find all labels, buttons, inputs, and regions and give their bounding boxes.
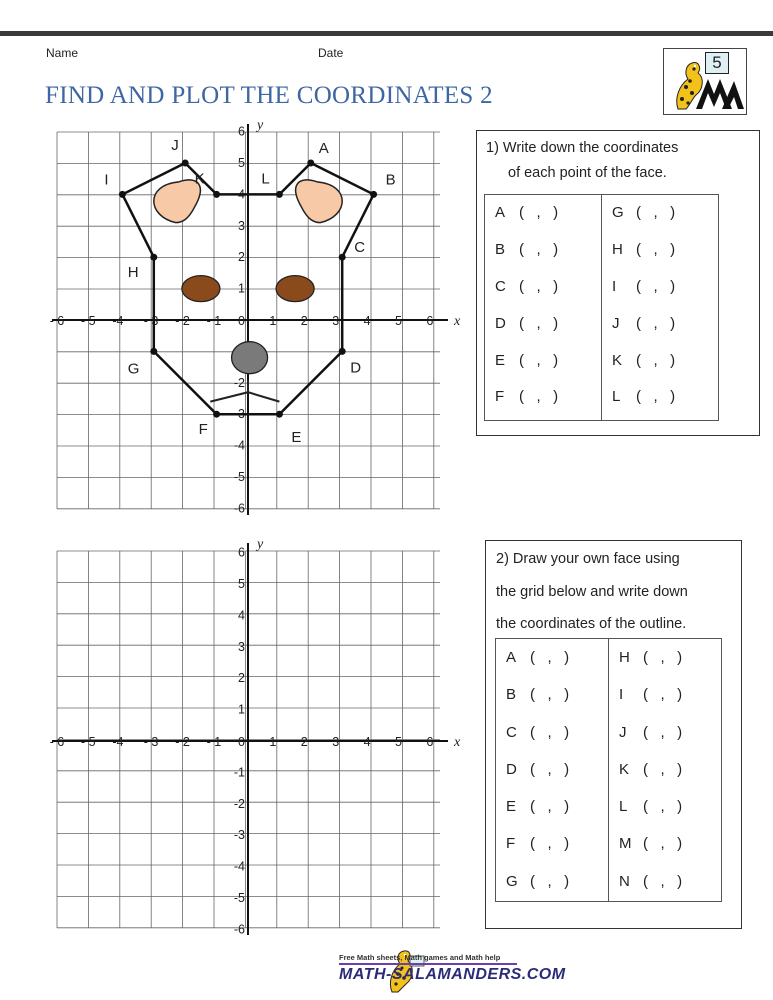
- point-label-d: D: [350, 359, 362, 377]
- x-tick-label: 6: [426, 314, 434, 328]
- answer-column-right: [602, 195, 719, 421]
- coordinate-blank: ( , ): [519, 314, 559, 332]
- question-2-line-2: the grid below and write down: [496, 583, 688, 600]
- coordinate-blank: ( , ): [530, 686, 570, 704]
- x-tick-label: 6: [426, 735, 434, 749]
- coordinate-blank: ( , ): [530, 723, 570, 741]
- point-label: K: [619, 760, 630, 778]
- answer-row[interactable]: [619, 639, 711, 676]
- x-tick-label: 2: [300, 314, 308, 328]
- point-label: B: [495, 240, 506, 258]
- x-tick-label: 0: [238, 314, 245, 328]
- footer-site-name: MATH-SALAMANDERS.COM: [339, 966, 566, 983]
- coordinate-blank: ( , ): [636, 388, 676, 406]
- answer-table-2: [495, 638, 722, 902]
- answer-column-left: [496, 639, 609, 902]
- y-tick-label: 6: [238, 124, 245, 139]
- point-label: I: [612, 277, 617, 295]
- question-2-line-1: 2) Draw your own face using: [496, 551, 680, 567]
- footer-tagline: Free Math sheets, Math games and Math help: [339, 953, 501, 962]
- answer-row[interactable]: [495, 379, 591, 416]
- point-label: J: [619, 723, 627, 741]
- point-label: K: [612, 351, 623, 369]
- point-label: A: [506, 649, 517, 666]
- y-tick-label: -3: [233, 407, 245, 422]
- y-tick-label: -5: [233, 470, 245, 484]
- y-tick-label: 2: [238, 250, 245, 265]
- coordinate-blank: ( , ): [530, 835, 570, 853]
- x-tick-label: - 5: [81, 735, 96, 749]
- point-label: H: [612, 240, 623, 258]
- point-label: E: [506, 798, 517, 816]
- point-label: A: [495, 204, 506, 221]
- coordinate-blank: ( , ): [530, 760, 570, 778]
- x-tick-label: - 6: [49, 735, 65, 749]
- point-label: F: [506, 835, 516, 853]
- coordinate-blank: ( , ): [519, 204, 559, 221]
- answer-row[interactable]: [619, 863, 711, 900]
- y-tick-label: -5: [233, 891, 245, 905]
- x-tick-label: 5: [395, 314, 402, 328]
- x-axis-label: x: [454, 314, 461, 329]
- coordinate-blank: ( , ): [643, 649, 683, 666]
- answer-row[interactable]: [506, 825, 598, 862]
- coordinate-blank: ( , ): [643, 760, 683, 778]
- answer-row[interactable]: [612, 306, 708, 343]
- answer-table-1: [484, 194, 719, 421]
- name-label: Name: [46, 46, 79, 60]
- point-label: G: [612, 204, 624, 221]
- point-label: I: [619, 686, 624, 704]
- x-tick-label: - 2: [175, 735, 190, 749]
- point-label-e: E: [291, 429, 302, 447]
- answer-row[interactable]: [612, 195, 708, 232]
- y-tick-label: 3: [238, 218, 245, 233]
- y-tick-label: -4: [233, 438, 245, 453]
- point-label: M: [619, 835, 632, 853]
- y-tick-label: 4: [238, 608, 245, 623]
- point-label: C: [495, 277, 506, 295]
- coordinate-blank: ( , ): [636, 204, 676, 221]
- x-tick-label: 3: [332, 314, 340, 328]
- page-title: FIND AND PLOT THE COORDINATES 2: [45, 82, 493, 109]
- coordinate-blank: ( , ): [636, 351, 676, 369]
- point-label: L: [619, 798, 628, 816]
- point-label: F: [495, 388, 505, 406]
- answer-row[interactable]: [619, 714, 711, 751]
- coordinate-blank: ( , ): [530, 872, 570, 890]
- answer-row[interactable]: [506, 676, 598, 713]
- y-tick-label: -6: [233, 922, 245, 937]
- point-label: D: [506, 760, 517, 778]
- x-tick-label: -4: [112, 735, 124, 749]
- answer-row[interactable]: [495, 343, 591, 380]
- x-tick-label: - 2: [175, 314, 190, 328]
- answer-row[interactable]: [619, 676, 711, 713]
- answer-row[interactable]: [506, 788, 598, 825]
- point-label: L: [612, 388, 621, 406]
- question-1-line-2: of each point of the face.: [508, 165, 667, 181]
- coordinate-blank: ( , ): [530, 798, 570, 816]
- y-tick-label: -1: [233, 765, 245, 780]
- y-tick-label: 1: [238, 281, 245, 296]
- x-tick-label: 4: [363, 314, 371, 328]
- point-label-k: K: [194, 170, 205, 188]
- coordinate-blank: ( , ): [636, 240, 676, 258]
- point-label: C: [506, 723, 517, 741]
- point-label: E: [495, 351, 506, 369]
- x-tick-label: - 3: [143, 314, 159, 328]
- y-tick-label: -4: [233, 859, 245, 874]
- coordinate-blank: ( , ): [643, 835, 683, 853]
- point-label-f: F: [198, 421, 208, 439]
- coordinate-blank: ( , ): [530, 649, 570, 666]
- point-label: N: [619, 872, 630, 890]
- coordinate-blank: ( , ): [636, 277, 676, 295]
- answer-column-right: [609, 639, 722, 902]
- x-tick-label: -4: [112, 314, 124, 328]
- y-tick-label: 4: [238, 187, 245, 202]
- answer-row[interactable]: [495, 306, 591, 343]
- point-label: H: [619, 649, 630, 666]
- answer-row[interactable]: [506, 714, 598, 751]
- x-tick-label: 2: [300, 735, 308, 749]
- y-tick-label: 5: [238, 577, 245, 591]
- y-tick-label: -2: [233, 796, 245, 811]
- answer-row[interactable]: [506, 863, 598, 900]
- y-tick-label: 2: [238, 671, 245, 686]
- y-tick-label: -2: [233, 375, 245, 390]
- question-1-instructions: [486, 136, 754, 186]
- answer-row[interactable]: [619, 788, 711, 825]
- question-2-line-3: the coordinates of the outline.: [496, 616, 687, 632]
- y-axis-label: y: [257, 537, 264, 552]
- y-tick-label: -3: [233, 828, 245, 843]
- x-tick-label: - 6: [49, 314, 65, 328]
- y-tick-label: 3: [238, 639, 245, 654]
- y-axis-label: y: [257, 118, 264, 133]
- coordinate-blank: ( , ): [643, 798, 683, 816]
- answer-row[interactable]: [506, 639, 598, 676]
- point-label-g: G: [127, 360, 140, 378]
- coordinate-blank: ( , ): [643, 872, 683, 890]
- point-label-a: A: [318, 140, 329, 157]
- x-tick-label: 1: [269, 314, 277, 328]
- point-label-i: I: [104, 171, 109, 189]
- x-tick-label: 4: [363, 735, 371, 749]
- answer-row[interactable]: [495, 195, 591, 232]
- x-tick-label: 1: [269, 735, 277, 749]
- x-tick-label: 3: [332, 735, 340, 749]
- coordinate-blank: ( , ): [519, 351, 559, 369]
- answer-row[interactable]: [495, 232, 591, 269]
- coordinate-blank: ( , ): [636, 314, 676, 332]
- y-tick-label: 6: [238, 545, 245, 560]
- y-tick-label: -6: [233, 501, 245, 516]
- point-label: D: [495, 314, 506, 332]
- coordinate-blank: ( , ): [643, 723, 683, 741]
- point-label: J: [612, 314, 620, 332]
- date-label: Date: [318, 46, 344, 60]
- point-label-b: B: [385, 171, 396, 189]
- answer-row[interactable]: [619, 751, 711, 788]
- coordinate-blank: ( , ): [519, 240, 559, 258]
- point-label-c: C: [354, 239, 366, 257]
- coordinate-blank: ( , ): [643, 686, 683, 704]
- answer-row[interactable]: [619, 825, 711, 862]
- x-tick-label: - 1: [206, 314, 222, 328]
- point-label: B: [506, 686, 517, 704]
- answer-row[interactable]: [612, 232, 708, 269]
- answer-row[interactable]: [612, 343, 708, 380]
- x-tick-label: - 3: [143, 735, 159, 749]
- point-label: G: [506, 872, 518, 890]
- x-tick-label: 5: [395, 735, 402, 749]
- point-label-h: H: [127, 264, 139, 282]
- answer-row[interactable]: [612, 379, 708, 416]
- answer-row[interactable]: [612, 269, 708, 306]
- footer-underline: [339, 963, 517, 965]
- x-tick-label: 0: [238, 735, 245, 749]
- coordinate-blank: ( , ): [519, 277, 559, 295]
- coordinate-blank: ( , ): [519, 388, 559, 406]
- point-label-j: J: [171, 137, 179, 154]
- y-tick-label: 5: [238, 156, 245, 170]
- answer-row[interactable]: [495, 269, 591, 306]
- question-2-instructions: [496, 543, 736, 641]
- y-tick-label: 1: [238, 702, 245, 717]
- grade-badge: 5: [705, 52, 729, 74]
- answer-row[interactable]: [506, 751, 598, 788]
- point-label-l: L: [261, 170, 270, 188]
- x-tick-label: - 1: [206, 735, 222, 749]
- answer-column-left: [485, 195, 602, 421]
- x-tick-label: - 5: [81, 314, 96, 328]
- x-axis-label: x: [454, 735, 461, 750]
- question-1-line-1: 1) Write down the coordinates: [486, 140, 679, 156]
